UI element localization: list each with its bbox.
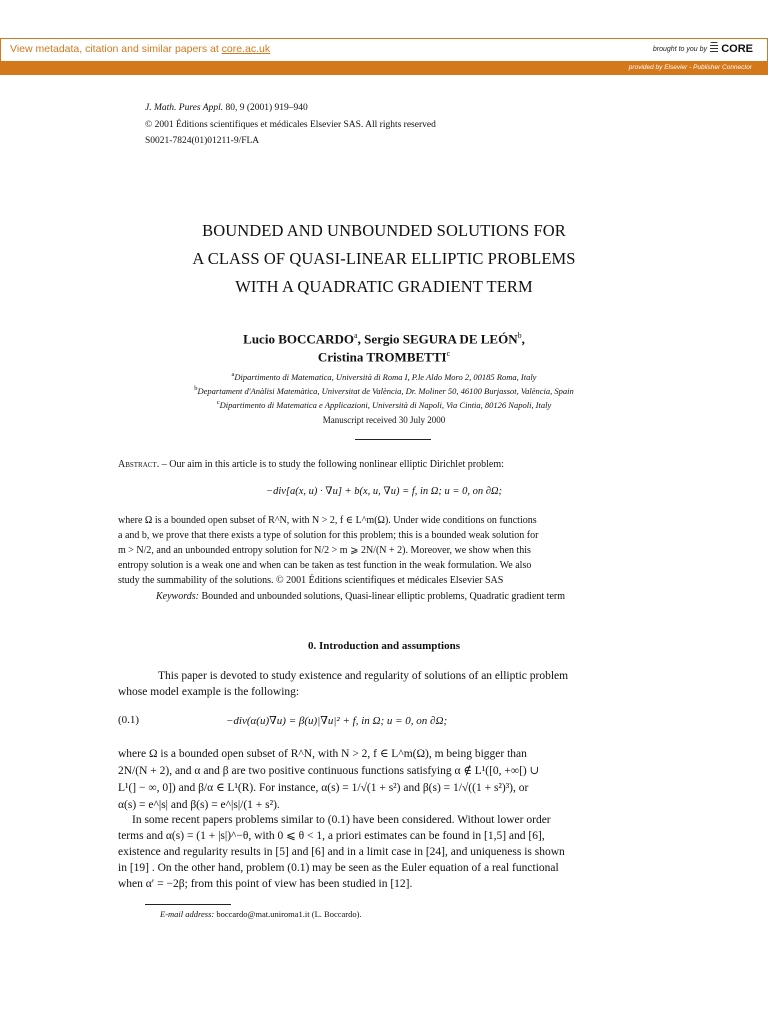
journal-volume: 80, 9 (2001) 919–940: [225, 103, 308, 113]
paper-title-line-3: WITH A QUADRATIC GRADIENT TERM: [235, 277, 533, 296]
core-link-site[interactable]: core.ac.uk: [221, 43, 271, 55]
abstract-intro: [118, 457, 644, 472]
author-trombetti: Cristina TROMBETTI: [317, 349, 447, 365]
recent-line-3: existence and regularity results in [5] and [6] and in a limit case in [24], and uniqueness is shown: [118, 846, 565, 858]
author-segura: Sergio SEGURA DE LEÓN: [364, 331, 518, 347]
core-banner: [0, 38, 768, 76]
core-banner-top: [0, 38, 768, 62]
affiliation-text: Departament d'Anàlisi Matemàtica, Universitat de València, Dr. Moliner 50, 46100 Burjassot, València, Spain: [197, 385, 574, 396]
author-line-1: Lucio BOCCARDO$^a$, Sergio SEGURA DE LEÓN$^b$,: [243, 331, 525, 347]
intro-line-2: whose model example is the following:: [118, 686, 300, 698]
title-divider: [355, 439, 431, 440]
recent-line-1: In some recent papers problems similar to (0.1) have been considered. Without lower order: [132, 814, 551, 826]
journal-name: J. Math. Pures Appl.: [145, 103, 224, 113]
keywords-text: Bounded and unbounded solutions, Quasi-linear elliptic problems, Quadratic gradient term: [201, 591, 565, 602]
intro-line-1: This paper is devoted to study existence and regularity of solutions of an elliptic problem: [158, 670, 569, 682]
affiliation-b: [0, 385, 768, 396]
core-logo[interactable]: [710, 42, 753, 55]
core-link-text: View metadata, citation and similar papers at: [10, 43, 219, 55]
affiliation-sup: b: [194, 385, 198, 392]
section-heading: 0. Introduction and assumptions: [307, 640, 460, 652]
abstract-line-4: entropy solution is a weak one and when can be taken as test function in the weak formulation. We also: [118, 560, 532, 571]
abstract-intro-text: – Our aim in this article is to study the following nonlinear elliptic Dirichlet problem:: [161, 459, 504, 470]
author-line-2: [0, 349, 768, 365]
abstract-label: Abstract.: [118, 459, 160, 470]
affiliation-text: Dipartimento di Matematica, Università di Roma I, P.le Aldo Moro 2, 00185 Roma, Italy: [234, 371, 537, 382]
abstract-line-3: m > N/2, and an unbounded entropy solution for N/2 > m ⩾ 2N/(N + 2). Moreover, we show when this: [118, 545, 531, 556]
recent-line-4: in [19] . On the other hand, problem (0.1) may be seen as the Euler equation of a real functional: [118, 862, 559, 874]
keywords: [156, 589, 656, 604]
recent-line-2: terms and α(s) = (1 + |s|)^−θ, with 0 ⩽ θ < 1, a priori estimates can be found in [1,5] and [6],: [118, 830, 545, 842]
after-eq-line-4: α(s) = e^|s| and β(s) = e^|s|/(1 + s²).: [118, 799, 280, 811]
after-eq-line-3: L¹(] − ∞, 0]) and β/α ∈ L¹(R). For instance, α(s) = 1/√(1 + s²) and β(s) = 1/√((1 + s²)³), or: [118, 782, 529, 794]
core-logo-icon: [710, 42, 718, 54]
abstract-line-5: study the summability of the solutions. © 2001 Éditions scientifiques et médicales Elsevier SAS: [118, 575, 504, 586]
core-logo-text: CORE: [721, 43, 753, 55]
footnote: [160, 909, 362, 919]
author-sup: b: [517, 331, 522, 340]
equation-label: (0.1): [118, 714, 140, 726]
recent-line-5: when α′ = −2β; from this point of view has been studied in [12].: [118, 878, 413, 890]
core-metadata-link[interactable]: [10, 43, 270, 55]
author-sup: c: [446, 349, 451, 358]
abstract-equation: −div[a(x, u) · ∇u] + b(x, u, ∇u) = f, in Ω; u = 0, on ∂Ω;: [265, 486, 502, 497]
affiliation-c: [0, 399, 768, 410]
journal-copyright: © 2001 Éditions scientifiques et médicales Elsevier SAS. All rights reserved: [145, 120, 436, 130]
abstract-line-1: where Ω is a bounded open subset of R^N, with N > 2, f ∈ L^m(Ω). Under wide conditions on functions: [118, 515, 537, 526]
core-banner-bottom: [0, 62, 768, 75]
affiliation-a: [0, 371, 768, 382]
after-eq-line-2: 2N/(N + 2), and α and β are two positive continuous functions satisfying α ∉ L¹([0, +∞[) ∪: [118, 765, 540, 777]
footnote-email[interactable]: boccardo@mat.uniroma1.it (L. Boccardo).: [216, 909, 362, 919]
footnote-label: E-mail address:: [160, 909, 215, 919]
affiliation-sup: c: [216, 399, 220, 406]
author-sup: a: [354, 331, 358, 340]
model-equation: −div(α(u)∇u) = β(u)|∇u|² + f, in Ω; u = 0, on ∂Ω;: [226, 715, 448, 727]
journal-pii: S0021-7824(01)01211-9/FLA: [145, 136, 260, 146]
after-eq-line-1: where Ω is a bounded open subset of R^N, with N > 2, f ∈ L^m(Ω), m being bigger than: [118, 748, 527, 760]
affiliation-text: Dipartimento di Matematica e Applicazioni, Università di Napoli, Via Cintia, 80126 Napoli, Italy: [219, 399, 552, 410]
core-provided-by[interactable]: provided by Elsevier - Publisher Connector: [628, 64, 752, 71]
paper-title-line-2: A CLASS OF QUASI-LINEAR ELLIPTIC PROBLEMS: [192, 249, 576, 268]
abstract-line-2: a and b, we prove that there exists a type of solution for this problem; this is a bounded weak solution for: [118, 530, 539, 541]
author-boccardo: Lucio BOCCARDO: [243, 331, 355, 347]
manuscript-received: Manuscript received 30 July 2000: [322, 415, 446, 425]
keywords-label: Keywords:: [156, 591, 199, 602]
core-brought-by: brought to you by: [652, 46, 707, 53]
affiliation-sup: a: [231, 371, 235, 378]
paper-title-line-1: BOUNDED AND UNBOUNDED SOLUTIONS FOR: [202, 221, 566, 240]
footnote-divider: [145, 904, 231, 905]
journal-citation: [145, 101, 308, 116]
